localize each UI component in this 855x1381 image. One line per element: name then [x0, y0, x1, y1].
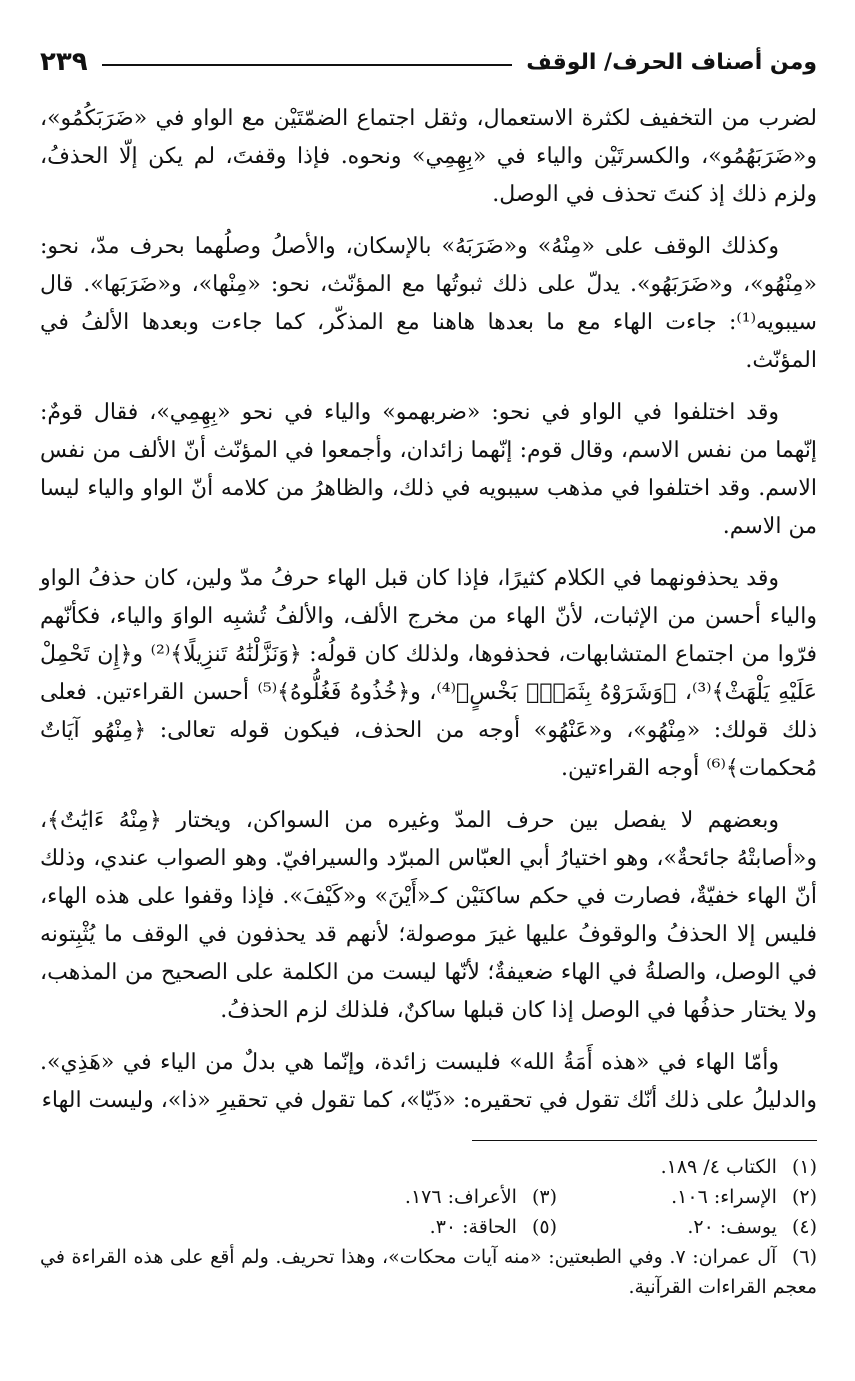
paragraph: وقد اختلفوا في الواو في نحو: «ضربهمو» والياء في نحو «بِهِمِي»، فقال قومٌ: إنّهما من نفس الاسم، وقال قوم: إنّهما زائدان، وأجمعوا في المؤنّث أنّ الألف من نفس الاسم. وقد اختلفوا في مذهب سيبويه في ذلك، والظاهرُ من كلامه أنّ الواو والياء ليسا من الاسم.	[40, 400, 818, 539]
footnote-separator	[472, 1140, 817, 1141]
footnotes	[40, 1152, 817, 1302]
paragraph: وكذلك الوقف على «مِنْهُ» و«ضَرَبَهُ» بالإسكان، والأصلُ وصلُهما بحرف مدّ، نحو: «مِنْهُو»، و«ضَرَبَهُو». يدلّ على ذلك ثبوتُها مع المؤنّث، نحو: «مِنْها»، و«ضَرَبَها». قال سيبويه⁽¹⁾: جاءت الهاء مع ما بعدها هاهنا مع المذكّر، كما جاءت وبعدها الألفُ في المؤنّث.	[40, 234, 817, 373]
footnote-text: يوسف: ٢٠.	[687, 1216, 777, 1238]
page-number: ٢٣٩	[40, 47, 88, 77]
paragraph: وأمّا الهاء في «هذه أَمَةُ الله» فليست زائدة، وإنّما هي بدلٌ من الياء في «هَذِي». والدليلُ على ذلك أنّك تقول في تحقيره: «ذَيّا»، كما تقول في تحقيرِ «ذا»، وليست الهاء	[40, 1050, 817, 1113]
footnote-number: (٣)	[531, 1186, 557, 1208]
footnote	[557, 1212, 817, 1242]
footnote	[557, 1182, 817, 1212]
paragraph: وقد يحذفونهما في الكلام كثيرًا، فإذا كان قبل الهاء حرفُ مدّ ولين، كان حذفُ الواو والياء أحسن من الإثبات، لأنّ الهاء من مخرج الألف، والألفُ تُشبِه الواوَ والياء، فكأنّهم فرّوا من اجتماع المتشابهات، فحذفوها، ولذلك كان قولُه: ﴿وَنَزَّلْنَٰهُ تَنزِيلًا﴾⁽²⁾ و﴿إِن تَحْمِلْ عَلَيْهِ يَلْهَثْ﴾⁽³⁾، ﴿وَشَرَوْهُ بِثَمَنٍۭ بَخْسٍ﴾⁽⁴⁾، و﴿خُذُوهُ فَغُلُّوهُ﴾⁽⁵⁾ أحسن القراءتين. فعلى ذلك قولك: «مِنْهُو»، و«عَنْهُو» أوجه من الحذف، فيكون قوله تعالى: ﴿مِنْهُو آيَاتٌ مُحكمات﴾⁽⁶⁾ أوجه القراءتين.	[40, 566, 818, 781]
paragraph: وبعضهم لا يفصل بين حرف المدّ وغيره من السواكن، ويختار ﴿مِنْهُ ءَايَٰتٌ﴾، و«أصابتْهُ جائحةٌ»، وهو اختيارُ أبي العبّاس المبرّد والسيرافيّ. وهو الصواب عندي، وذلك أنّ الهاء خفيّةٌ، فصارت في حكم ساكنَيْن كـ«أَيْنَ» و«كَيْفَ». فإذا وقفوا على هذه الهاء، فليس إلا الحذفُ والوقوفُ عليها غيرَ موصولة؛ لأنهم قد يحذفون في الوقف ما يُثْبِتونه في الوصل، والصلةُ في الهاء ضعيفةٌ؛ لأنّها ليست من الكلمة على الصحيح من المذهب، ولا يختار حذفُها في الوصل إذا كان قبلها ساكنٌ، فلذلك لزم الحذفُ.	[40, 808, 817, 1023]
footnote	[557, 1152, 817, 1182]
footnote	[297, 1212, 557, 1242]
running-header	[40, 40, 817, 84]
footnote-text: آل عمران: ٧. وفي الطبعتين: «منه آيات محكات»، وهذا تحريف. ولم أقع على هذه القراءة في معجم القراءات القرآنية.	[40, 1246, 817, 1298]
footnote	[297, 1182, 557, 1212]
footnote-row	[40, 1182, 817, 1212]
footnote-number: (٥)	[531, 1216, 557, 1238]
footnote-row	[40, 1242, 817, 1302]
footnote-number: (٤)	[791, 1216, 817, 1238]
footnote-text: الأعراف: ١٧٦.	[404, 1186, 517, 1208]
footnote-text: الإسراء: ١٠٦.	[671, 1186, 777, 1208]
footnote-text: الحاقة: ٣٠.	[429, 1216, 517, 1238]
footnote-text: الكتاب ٤/ ١٨٩.	[660, 1156, 777, 1178]
running-title: ومن أصناف الحرف/ الوقف	[526, 49, 817, 75]
paragraph: لضرب من التخفيف لكثرة الاستعمال، وثقل اجتماع الضمّتَيْن مع الواو في «ضَرَبَكُمُو»، و«ضَرَبَهُمُو»، والكسرتَيْن والياء في «بِهِمِي» ونحوه. فإذا وقفتَ، لم يكن إلّا الحذفُ، ولزم ذلك إذ كنتَ تحذف في الوصل.	[40, 106, 817, 207]
footnote	[40, 1242, 817, 1302]
footnote-number: (٦)	[791, 1246, 817, 1268]
footnote-row	[40, 1212, 817, 1242]
footnote-number: (١)	[791, 1156, 817, 1178]
footnote-number: (٢)	[791, 1186, 817, 1208]
footnote-row	[40, 1152, 817, 1182]
header-rule	[102, 64, 513, 66]
main-text	[40, 100, 817, 1134]
